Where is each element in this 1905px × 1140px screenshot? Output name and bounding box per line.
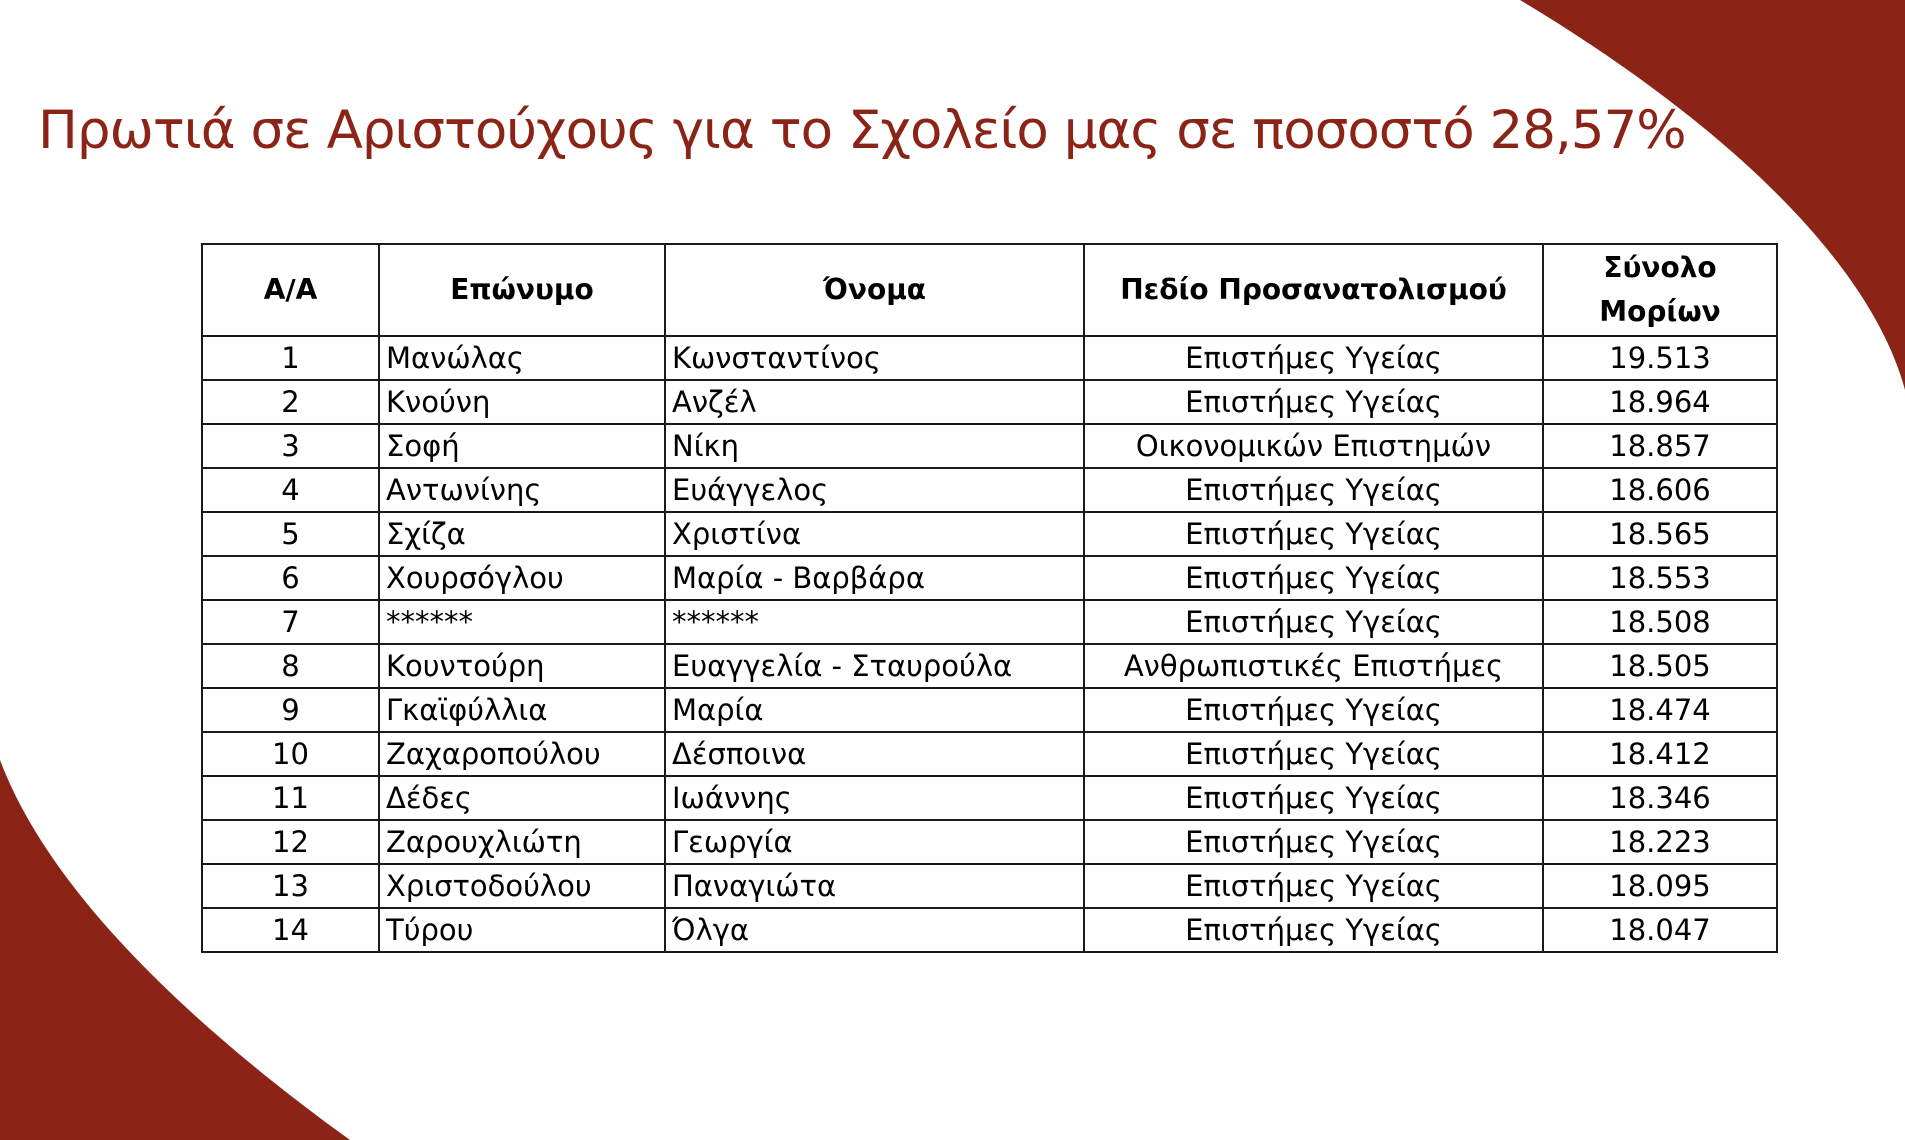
cell-name: Όλγα: [665, 908, 1084, 952]
cell-field: Επιστήμες Υγείας: [1084, 336, 1543, 380]
cell-field: Επιστήμες Υγείας: [1084, 688, 1543, 732]
cell-field: Επιστήμες Υγείας: [1084, 732, 1543, 776]
cell-points: 18.095: [1543, 864, 1777, 908]
honor-table: [201, 243, 1778, 953]
cell-surname: Κουντούρη: [379, 644, 665, 688]
table-row: [202, 512, 1777, 556]
page-title: Πρωτιά σε Αριστούχους για το Σχολείο μας σε ποσοστό 28,57%: [38, 100, 1686, 161]
cell-field: Οικονομικών Επιστημών: [1084, 424, 1543, 468]
cell-field: Επιστήμες Υγείας: [1084, 600, 1543, 644]
cell-points: 18.412: [1543, 732, 1777, 776]
table-row: [202, 864, 1777, 908]
header-aa: Α/Α: [202, 244, 379, 336]
cell-field: Επιστήμες Υγείας: [1084, 864, 1543, 908]
cell-name: Γεωργία: [665, 820, 1084, 864]
cell-name: Μαρία: [665, 688, 1084, 732]
cell-surname: Μανώλας: [379, 336, 665, 380]
table-row: [202, 380, 1777, 424]
cell-points: 18.346: [1543, 776, 1777, 820]
cell-name: Ευαγγελία - Σταυρούλα: [665, 644, 1084, 688]
header-points: [1543, 244, 1777, 336]
header-points-line1: Σύνολο: [1603, 251, 1717, 284]
cell-aa: 5: [202, 512, 379, 556]
table-row: [202, 424, 1777, 468]
header-points-line2: Μορίων: [1599, 295, 1721, 328]
cell-aa: 14: [202, 908, 379, 952]
cell-name: Μαρία - Βαρβάρα: [665, 556, 1084, 600]
table-row: [202, 644, 1777, 688]
cell-points: 18.857: [1543, 424, 1777, 468]
cell-surname: Σχίζα: [379, 512, 665, 556]
cell-points: 18.047: [1543, 908, 1777, 952]
cell-points: 18.223: [1543, 820, 1777, 864]
cell-aa: 7: [202, 600, 379, 644]
header-name: Όνομα: [665, 244, 1084, 336]
cell-points: 18.505: [1543, 644, 1777, 688]
table-row: [202, 820, 1777, 864]
cell-aa: 10: [202, 732, 379, 776]
header-surname: Επώνυμο: [379, 244, 665, 336]
cell-field: Επιστήμες Υγείας: [1084, 776, 1543, 820]
cell-surname: Ζαχαροπούλου: [379, 732, 665, 776]
cell-points: 18.964: [1543, 380, 1777, 424]
table-row: [202, 600, 1777, 644]
cell-aa: 12: [202, 820, 379, 864]
cell-surname: Χριστοδούλου: [379, 864, 665, 908]
cell-surname: Ζαρουχλιώτη: [379, 820, 665, 864]
cell-name: Κωνσταντίνος: [665, 336, 1084, 380]
table-header-row: [202, 244, 1777, 336]
cell-aa: 8: [202, 644, 379, 688]
cell-name: Ευάγγελος: [665, 468, 1084, 512]
cell-aa: 1: [202, 336, 379, 380]
cell-aa: 3: [202, 424, 379, 468]
cell-surname: Αντωνίνης: [379, 468, 665, 512]
cell-aa: 2: [202, 380, 379, 424]
cell-aa: 4: [202, 468, 379, 512]
header-field: Πεδίο Προσανατολισμού: [1084, 244, 1543, 336]
cell-field: Επιστήμες Υγείας: [1084, 380, 1543, 424]
cell-surname: Σοφή: [379, 424, 665, 468]
cell-aa: 9: [202, 688, 379, 732]
cell-name: Δέσποινα: [665, 732, 1084, 776]
cell-surname: Τύρου: [379, 908, 665, 952]
cell-name: Νίκη: [665, 424, 1084, 468]
cell-field: Επιστήμες Υγείας: [1084, 556, 1543, 600]
cell-field: Επιστήμες Υγείας: [1084, 468, 1543, 512]
cell-points: 19.513: [1543, 336, 1777, 380]
cell-points: 18.474: [1543, 688, 1777, 732]
cell-name: Χριστίνα: [665, 512, 1084, 556]
honor-table-container: [201, 243, 1778, 953]
cell-name: Παναγιώτα: [665, 864, 1084, 908]
table-row: [202, 336, 1777, 380]
cell-field: Ανθρωπιστικές Επιστήμες: [1084, 644, 1543, 688]
cell-surname: Δέδες: [379, 776, 665, 820]
cell-surname: ******: [379, 600, 665, 644]
cell-points: 18.565: [1543, 512, 1777, 556]
table-body: [202, 336, 1777, 952]
table-row: [202, 908, 1777, 952]
cell-name: ******: [665, 600, 1084, 644]
cell-surname: Κνούνη: [379, 380, 665, 424]
cell-surname: Χουρσόγλου: [379, 556, 665, 600]
cell-aa: 13: [202, 864, 379, 908]
table-row: [202, 732, 1777, 776]
cell-name: Ιωάννης: [665, 776, 1084, 820]
table-row: [202, 688, 1777, 732]
table-row: [202, 556, 1777, 600]
cell-aa: 6: [202, 556, 379, 600]
cell-surname: Γκαϊφύλλια: [379, 688, 665, 732]
cell-points: 18.606: [1543, 468, 1777, 512]
cell-field: Επιστήμες Υγείας: [1084, 512, 1543, 556]
cell-name: Ανζέλ: [665, 380, 1084, 424]
cell-points: 18.508: [1543, 600, 1777, 644]
cell-aa: 11: [202, 776, 379, 820]
cell-points: 18.553: [1543, 556, 1777, 600]
cell-field: Επιστήμες Υγείας: [1084, 820, 1543, 864]
cell-field: Επιστήμες Υγείας: [1084, 908, 1543, 952]
table-row: [202, 776, 1777, 820]
table-row: [202, 468, 1777, 512]
